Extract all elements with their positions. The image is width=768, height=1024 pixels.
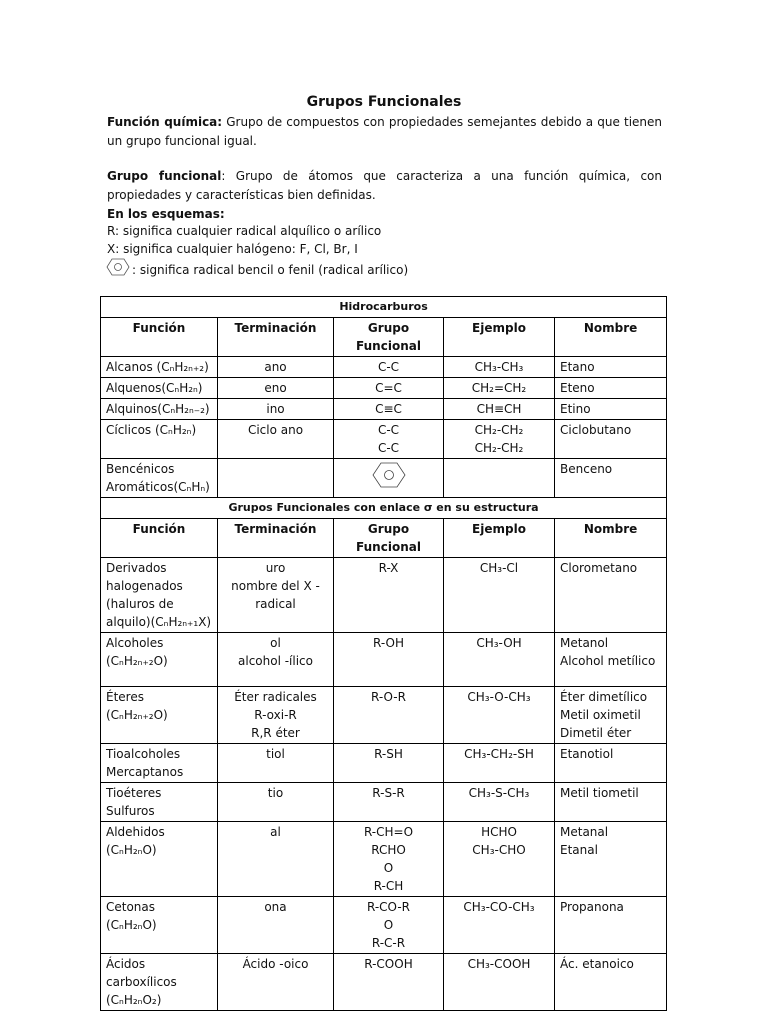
cell-funcion: Cíclicos (CₙH₂ₙ) xyxy=(101,420,218,459)
table-header-hidrocarburos xyxy=(101,318,667,357)
cell-terminacion: Éter radicales R-oxi-R R,R éter xyxy=(218,687,334,744)
scheme-ring-line: : significa radical bencil o fenil (radical arílico) xyxy=(132,263,409,277)
cell-funcion: Aldehidos (CₙH₂ₙO) xyxy=(101,822,218,897)
definition-term: Grupo funcional xyxy=(107,169,222,183)
table-row xyxy=(101,357,667,378)
table-row xyxy=(101,744,667,783)
column-header: Nombre xyxy=(555,519,667,558)
cell-nombre: Ác. etanoico xyxy=(555,954,667,1011)
cell-nombre: Propanona xyxy=(555,897,667,954)
scheme-x-line: X: significa cualquier halógeno: F, Cl, Br, I xyxy=(107,242,358,256)
scheme-r-line: R: significa cualquier radical alquílico o arílico xyxy=(107,224,382,238)
functional-groups-table xyxy=(100,296,667,1011)
table-row xyxy=(101,558,667,633)
section-hidrocarburos-title: Hidrocarburos xyxy=(101,297,667,318)
cell-funcion: Alcanos (CₙH₂ₙ₊₂) xyxy=(101,357,218,378)
cell-funcion: Tioalcoholes Mercaptanos xyxy=(101,744,218,783)
table-row xyxy=(101,420,667,459)
cell-ejemplo: CH₃-CH₂-SH xyxy=(444,744,555,783)
cell-ejemplo: CH₃-S-CH₃ xyxy=(444,783,555,822)
cell-terminacion: ol alcohol -ílico xyxy=(218,633,334,687)
definition-text: : Grupo de átomos que caracteriza a una función química, con propiedades y características bien definidas. xyxy=(107,169,662,202)
cell-grupo: R-X xyxy=(334,558,444,633)
cell-terminacion: ona xyxy=(218,897,334,954)
cell-ejemplo: CH₃-CO-CH₃ xyxy=(444,897,555,954)
cell-nombre: Metanol Alcohol metílico xyxy=(555,633,667,687)
column-header: Grupo Funcional xyxy=(334,318,444,357)
cell-terminacion: tio xyxy=(218,783,334,822)
benzene-ring-icon xyxy=(106,258,130,276)
benzene-ring-icon xyxy=(372,462,406,488)
cell-ejemplo xyxy=(444,459,555,498)
cell-ejemplo: CH₃-COOH xyxy=(444,954,555,1011)
cell-ejemplo: CH₃-Cl xyxy=(444,558,555,633)
cell-grupo: R-SH xyxy=(334,744,444,783)
cell-terminacion: eno xyxy=(218,378,334,399)
column-header: Grupo Funcional xyxy=(334,519,444,558)
cell-funcion: Cetonas (CₙH₂ₙO) xyxy=(101,897,218,954)
cell-grupo: R-OH xyxy=(334,633,444,687)
cell-grupo: C=C xyxy=(334,378,444,399)
schemes-heading: En los esquemas: xyxy=(107,207,225,221)
section-enlace-sigma-title: Grupos Funcionales con enlace σ en su estructura xyxy=(101,498,667,519)
cell-funcion: Éteres (CₙH₂ₙ₊₂O) xyxy=(101,687,218,744)
cell-grupo: C-C C-C xyxy=(334,420,444,459)
table-row xyxy=(101,822,667,897)
cell-grupo: R-O-R xyxy=(334,687,444,744)
table-row xyxy=(101,633,667,687)
cell-funcion: Alcoholes (CₙH₂ₙ₊₂O) xyxy=(101,633,218,687)
section-hidrocarburos-row xyxy=(101,297,667,318)
cell-nombre: Metanal Etanal xyxy=(555,822,667,897)
cell-grupo: C≡C xyxy=(334,399,444,420)
cell-nombre: Éter dimetílico Metil oximetil Dimetil éter xyxy=(555,687,667,744)
column-header: Terminación xyxy=(218,318,334,357)
column-header: Función xyxy=(101,519,218,558)
cell-nombre: Benceno xyxy=(555,459,667,498)
cell-nombre: Eteno xyxy=(555,378,667,399)
cell-nombre: Clorometano xyxy=(555,558,667,633)
column-header: Ejemplo xyxy=(444,519,555,558)
cell-funcion: Alquenos(CₙH₂ₙ) xyxy=(101,378,218,399)
cell-ejemplo: CH₂-CH₂ CH₂-CH₂ xyxy=(444,420,555,459)
cell-terminacion: Ácido -oico xyxy=(218,954,334,1011)
cell-grupo: R-COOH xyxy=(334,954,444,1011)
cell-ejemplo: CH₂=CH₂ xyxy=(444,378,555,399)
cell-funcion: Alquinos(CₙH₂ₙ₋₂) xyxy=(101,399,218,420)
cell-nombre: Ciclobutano xyxy=(555,420,667,459)
definition-text: Grupo de compuestos con propiedades semejantes debido a que tienen un grupo funcional igual. xyxy=(107,115,662,148)
cell-nombre: Metil tiometil xyxy=(555,783,667,822)
table-row xyxy=(101,399,667,420)
cell-funcion: Derivados halogenados (haluros de alquilo)(CₙH₂ₙ₊₁X) xyxy=(101,558,218,633)
table-row xyxy=(101,897,667,954)
column-header: Terminación xyxy=(218,519,334,558)
cell-ejemplo: CH₃-OH xyxy=(444,633,555,687)
table-row xyxy=(101,783,667,822)
section-enlace-sigma-row xyxy=(101,498,667,519)
cell-grupo: R-CH=O RCHO O R-CH xyxy=(334,822,444,897)
cell-terminacion: uro nombre del X - radical xyxy=(218,558,334,633)
cell-terminacion: tiol xyxy=(218,744,334,783)
definition-funcion-quimica xyxy=(107,113,662,151)
definition-grupo-funcional xyxy=(107,167,662,205)
cell-grupo: C-C xyxy=(334,357,444,378)
cell-nombre: Etanotiol xyxy=(555,744,667,783)
table-header-enlace-sigma xyxy=(101,519,667,558)
column-header: Ejemplo xyxy=(444,318,555,357)
cell-nombre: Etano xyxy=(555,357,667,378)
cell-funcion: Tioéteres Sulfuros xyxy=(101,783,218,822)
column-header: Nombre xyxy=(555,318,667,357)
cell-terminacion: Ciclo ano xyxy=(218,420,334,459)
cell-nombre: Etino xyxy=(555,399,667,420)
cell-funcion: Ácidos carboxílicos (CₙH₂ₙO₂) xyxy=(101,954,218,1011)
page-title: Grupos Funcionales xyxy=(306,94,462,110)
column-header: Función xyxy=(101,318,218,357)
cell-terminacion xyxy=(218,459,334,498)
cell-ejemplo: CH≡CH xyxy=(444,399,555,420)
cell-ejemplo: HCHO CH₃-CHO xyxy=(444,822,555,897)
cell-terminacion: ino xyxy=(218,399,334,420)
table-row xyxy=(101,378,667,399)
cell-terminacion: al xyxy=(218,822,334,897)
definition-term: Función química: xyxy=(107,115,223,129)
cell-ejemplo: CH₃-O-CH₃ xyxy=(444,687,555,744)
table-row xyxy=(101,687,667,744)
table-row xyxy=(101,459,667,498)
cell-grupo: R-S-R xyxy=(334,783,444,822)
cell-ejemplo: CH₃-CH₃ xyxy=(444,357,555,378)
table-row xyxy=(101,954,667,1011)
cell-grupo: R-CO-R O R-C-R xyxy=(334,897,444,954)
cell-grupo-funcional xyxy=(334,459,444,498)
cell-funcion: Bencénicos Aromáticos(CₙHₙ) xyxy=(101,459,218,498)
cell-terminacion: ano xyxy=(218,357,334,378)
